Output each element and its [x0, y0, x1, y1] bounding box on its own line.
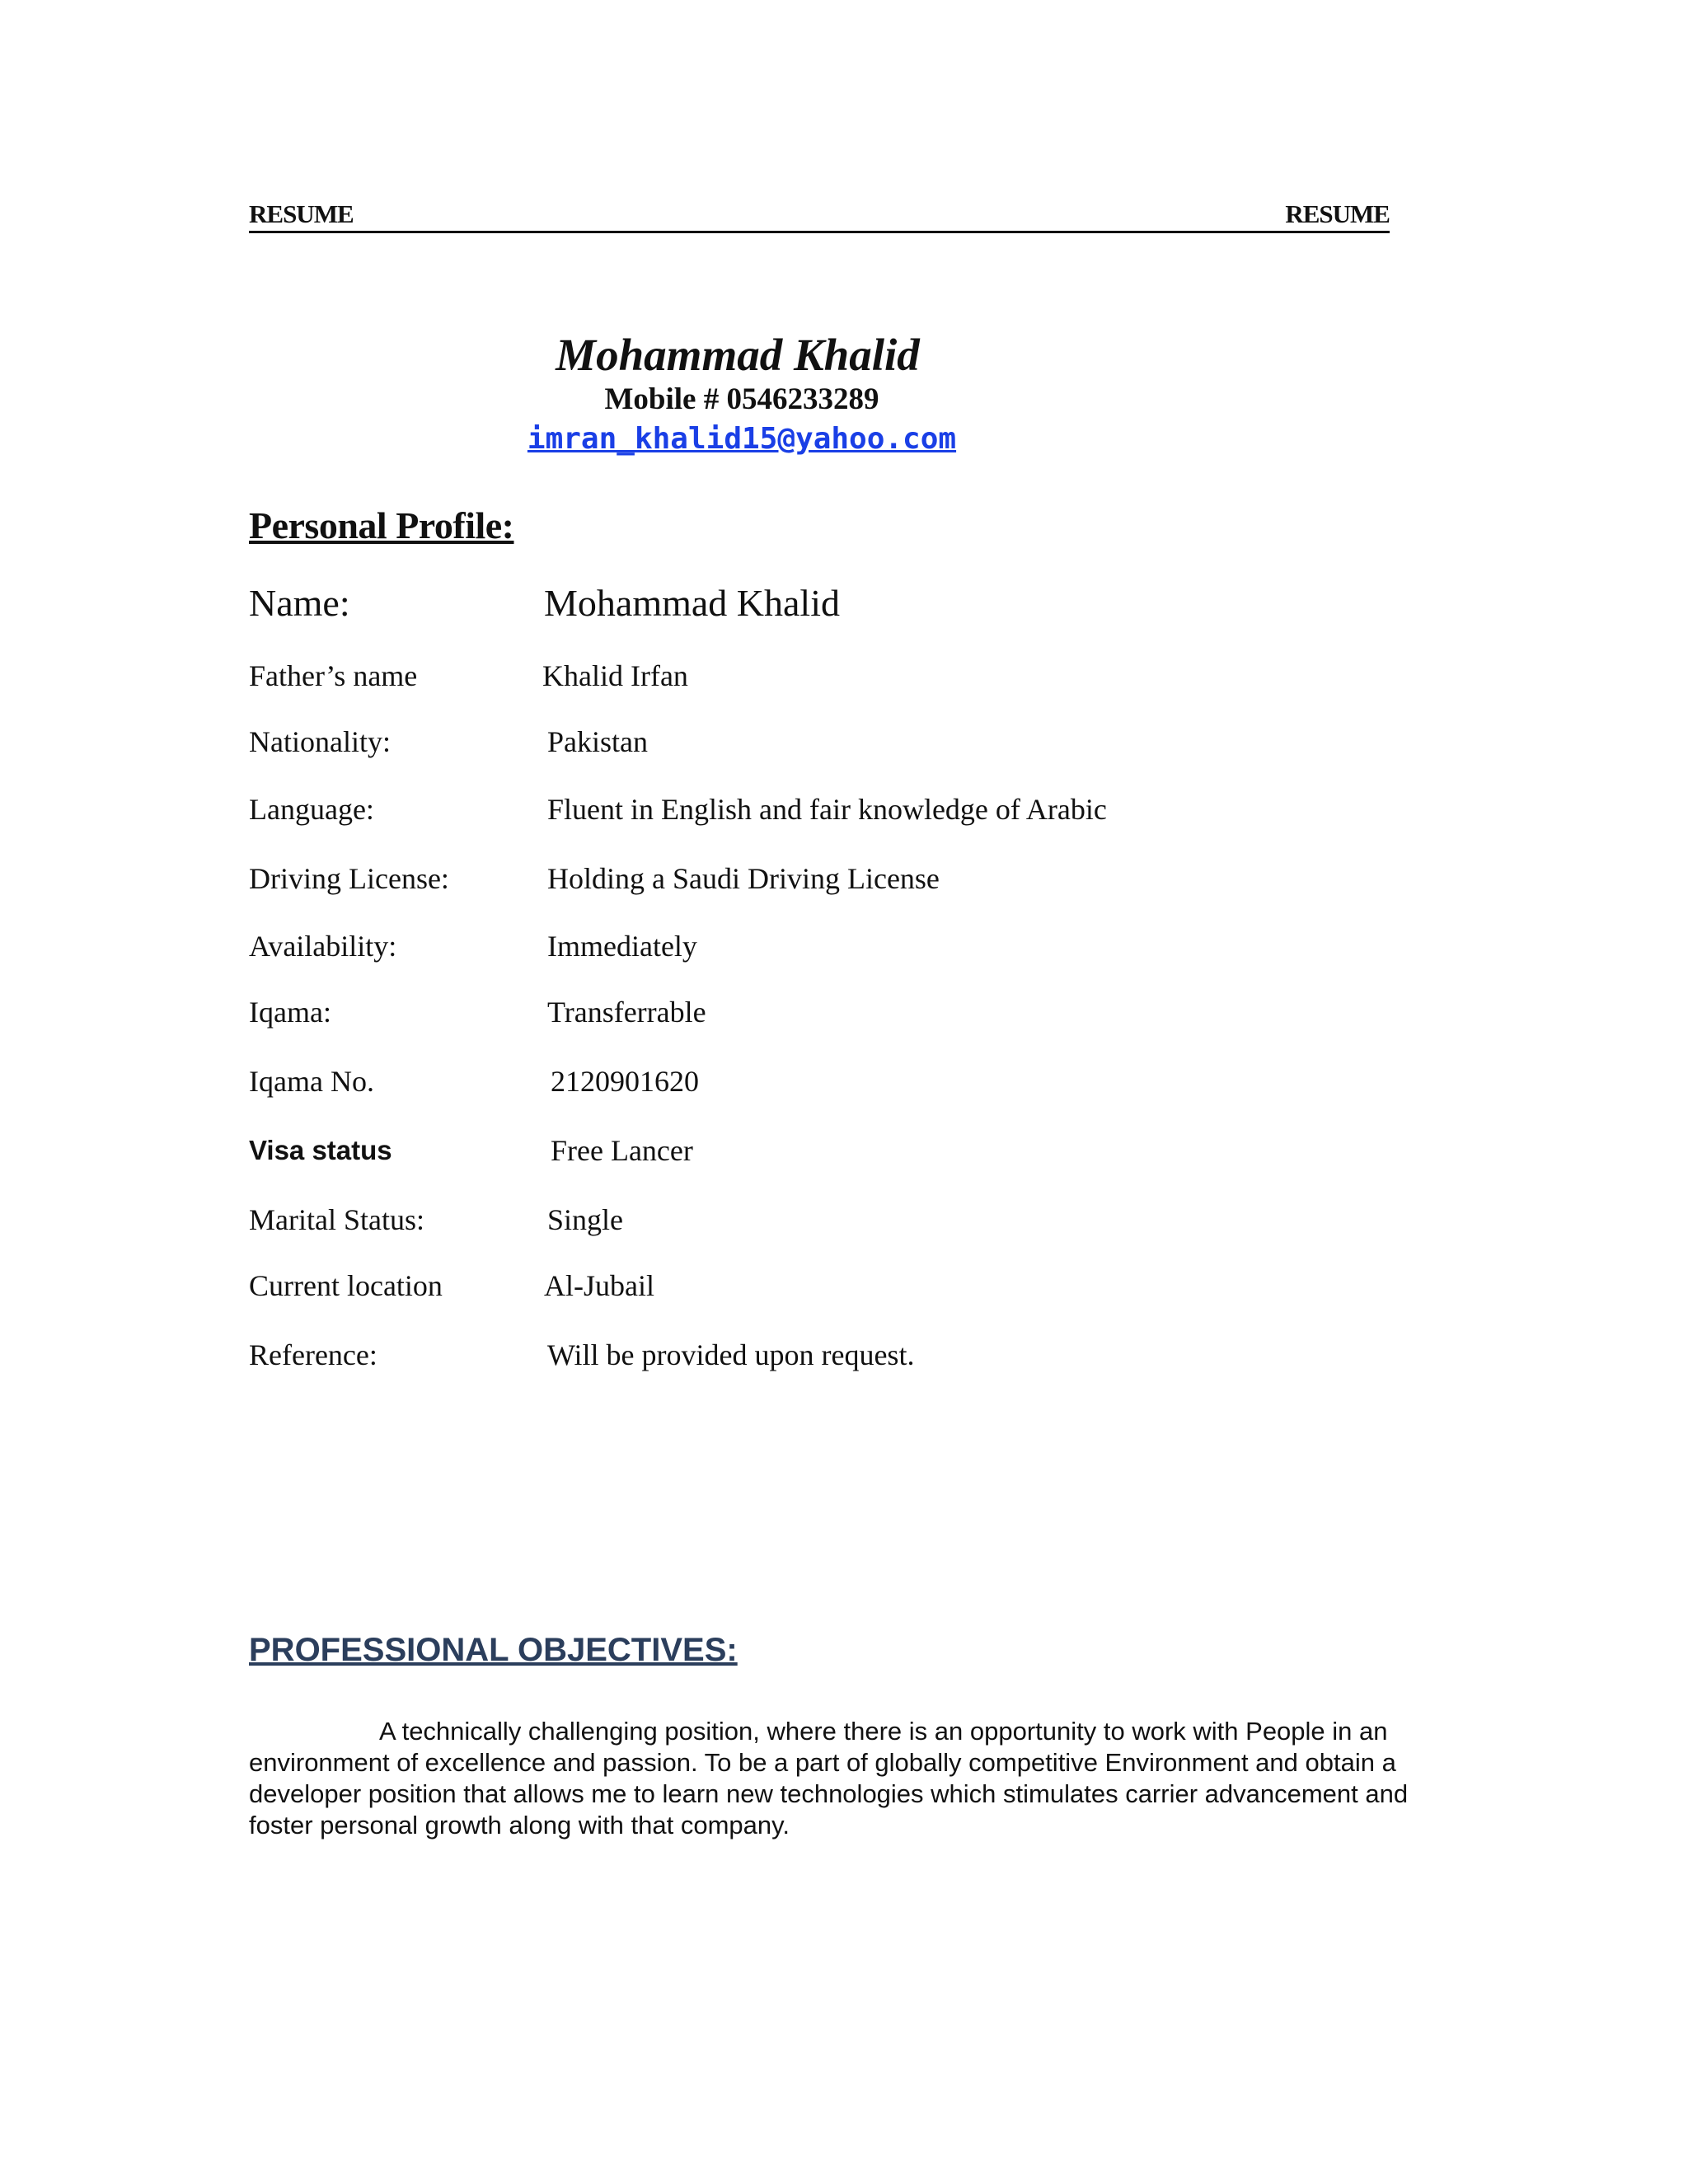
profile-value: Will be provided upon request. — [547, 1338, 915, 1371]
profile-row-driving-license — [249, 854, 1485, 903]
profile-row-visa-status — [249, 1126, 1485, 1175]
profile-row-nationality — [249, 717, 1485, 766]
profile-label: Marital Status: — [249, 1203, 424, 1236]
profile-label: Nationality: — [249, 725, 391, 758]
profile-value: Mohammad Khalid — [544, 582, 840, 624]
candidate-name: Mohammad Khalid — [556, 330, 920, 380]
professional-objectives-heading: PROFESSIONAL OBJECTIVES: — [249, 1632, 738, 1668]
header-left-label: RESUME — [249, 199, 354, 228]
profile-value: Khalid Irfan — [542, 659, 688, 692]
profile-value: Single — [547, 1203, 624, 1236]
personal-profile-heading: Personal Profile: — [249, 504, 514, 546]
profile-value: Immediately — [547, 930, 697, 963]
profile-row-name — [249, 579, 1485, 628]
profile-label: Driving License: — [249, 862, 449, 895]
profile-label: Father’s name — [249, 659, 418, 692]
professional-objectives-text: A technically challenging position, where there is an opportunity to work with People in an environment of excellence and passion. To be a part of globally competitive Environment and obtain a developer position that allows me to learn new technologies which stimulates carrier advancement and foster personal growth along with that company. — [249, 1717, 1409, 1840]
header-right-label: RESUME — [1285, 199, 1390, 228]
profile-label: Iqama: — [249, 996, 331, 1029]
profile-value: 2120901620 — [551, 1065, 699, 1098]
profile-label: Availability: — [249, 930, 397, 963]
profile-value: Al-Jubail — [544, 1269, 654, 1302]
email-link[interactable]: imran_khalid15@yahoo.com — [527, 422, 957, 456]
profile-label: Reference: — [249, 1338, 377, 1371]
profile-value: Transferrable — [547, 996, 706, 1029]
resume-header — [249, 198, 1390, 233]
profile-row-language — [249, 785, 1485, 834]
profile-row-marital-status — [249, 1195, 1485, 1244]
profile-row-availability — [249, 921, 1485, 971]
profile-value: Fluent in English and fair knowledge of Arabic — [547, 793, 1107, 826]
profile-label: Language: — [249, 793, 374, 826]
profile-row-iqama — [249, 987, 1485, 1037]
profile-label: Current location — [249, 1269, 443, 1302]
profile-label: Name: — [249, 582, 350, 624]
profile-row-iqama-no — [249, 1057, 1485, 1106]
profile-row-reference — [249, 1330, 1485, 1380]
profile-label: Iqama No. — [249, 1065, 374, 1098]
profile-row-current-location — [249, 1261, 1485, 1310]
profile-label: Visa status — [249, 1135, 392, 1165]
email-line — [0, 420, 1484, 458]
profile-value: Holding a Saudi Driving License — [547, 862, 940, 895]
profile-row-father — [249, 651, 1485, 701]
profile-value: Free Lancer — [551, 1134, 693, 1167]
profile-value: Pakistan — [547, 725, 648, 758]
mobile-number: Mobile # 0546233289 — [604, 382, 879, 416]
